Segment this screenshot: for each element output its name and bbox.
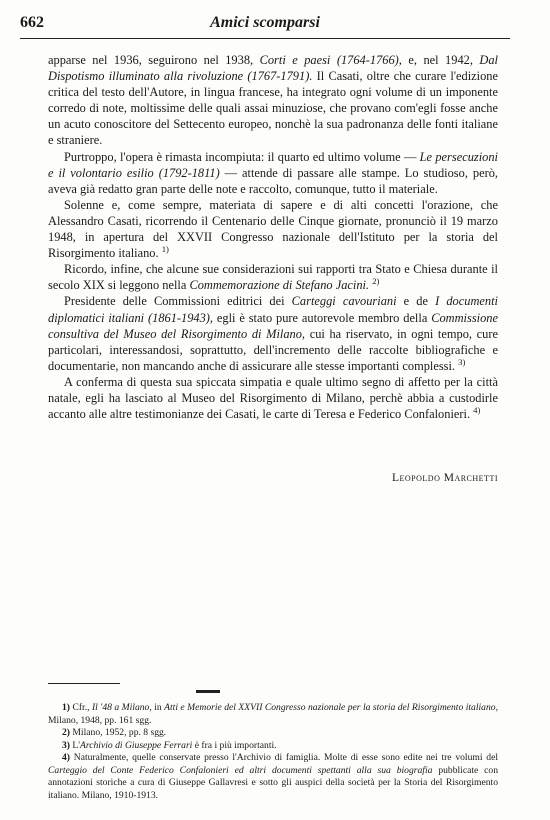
footnotes — [48, 702, 498, 802]
author-signature: Leopoldo Marchetti — [391, 472, 498, 484]
running-title: Amici scomparsi — [210, 14, 320, 31]
footnote-1: 1) Cfr., Il '48 a Milano, in Atti e Memorie del XXVII Congresso nazionale per la storia del Risorgimento italiano, Milano, 1948, pp. 161 sgg. — [48, 702, 498, 726]
printer-mark — [196, 690, 220, 693]
footnote-divider — [48, 683, 120, 684]
footnote-ref-2: 2) — [372, 276, 380, 287]
paragraph-6: A conferma di questa sua spiccata simpatia e quale ultimo segno di affetto per la città natale, egli ha lasciato al Museo del Risorgimento di Milano, perchè abbia a custodirle accanto alle altre testimonianze dei Casati, le carte di Teresa e Federico Confalonieri. $^{4)}$ — [48, 374, 498, 422]
footnote-2: 2) Milano, 1952, pp. 8 sgg. — [62, 727, 167, 738]
paragraph-1: apparse nel 1936, seguirono nel 1938, Corti e paesi (1764-1766), e, nel 1942, Dal Dispotismo illuminato alla rivoluzione (1767-1791). Il Casati, oltre che curare l'edizione critica del testo dell'Autore, in lingua francese, ha integrato ogni volume di un imponente corredo di note, moltissime delle quali assai minuziose, che provano com'egli fosse anche un acuto conoscitore del Settecento europeo, nonchè la sua padronanza delle fonti italiane e straniere. — [48, 53, 498, 148]
paragraph-4: Ricordo, infine, che alcune sue considerazioni sui rapporti tra Stato e Chiesa durante il secolo XIX si leggono nella Commemorazione di Stefano Jacini. $^{2)}$ — [48, 262, 498, 293]
article-body — [48, 52, 498, 422]
footnote-ref-1: 1) — [161, 244, 169, 254]
footnote-4: 4) Naturalmente, quelle conservate presso l'Archivio di famiglia. Molte di esse sono edite nei tre volumi del Carteggio del Conte Federico Confalonieri ed altri documenti spettanti alla sua biografia pubblicate con annotazioni storiche a cura di Giuseppe Gallavresi e sotto gli auspici della società per la Storia del Risorgimento italiano. Milano, 1910-1913. — [48, 752, 499, 801]
paragraph-5: Presidente delle Commissioni editrici dei Carteggi cavouriani e de I documenti diplomatici italiani (1861-1943), egli è stato pure autorevole membro della Commissione consultiva del Museo del Risorgimento di Milano, cui ha riservato, in ogni tempo, cure particolari, interessandosi, soprattutto, dell'incremento delle raccolte bibliografiche e documentarie, non mancando anche di assicurare alle stesse importanti complessi. $^{3)}$ — [48, 294, 498, 373]
footnote-ref-3: 3) — [458, 356, 466, 367]
footnote-ref-4: 4) — [473, 404, 481, 415]
footnote-3: 3) L'Archivio di Giuseppe Ferrari è fra i più importanti. — [62, 739, 277, 751]
page-header — [20, 14, 510, 39]
paragraph-2: Purtroppo, l'opera è rimasta incompiuta: il quarto ed ultimo volume — Le persecuzioni e il volontario esilio (1792-1811) — attende di passare alle stampe. Lo studioso, però, aveva già redatto gran parte delle note e raccolto, comunque, tutto il materiale. — [48, 149, 498, 196]
page-number: 662 — [20, 14, 44, 31]
paragraph-3: Solenne e, come sempre, materiata di sapere e di alti concetti l'orazione, che Alessandro Casati, ricorrendo il Centenario delle Cinque giornate, pronunciò il 19 marzo 1948, in apertura del XXVII Congresso nazionale dell'Istituto per la storia del Risorgimento italiano. $^{1)}$ — [48, 197, 498, 261]
